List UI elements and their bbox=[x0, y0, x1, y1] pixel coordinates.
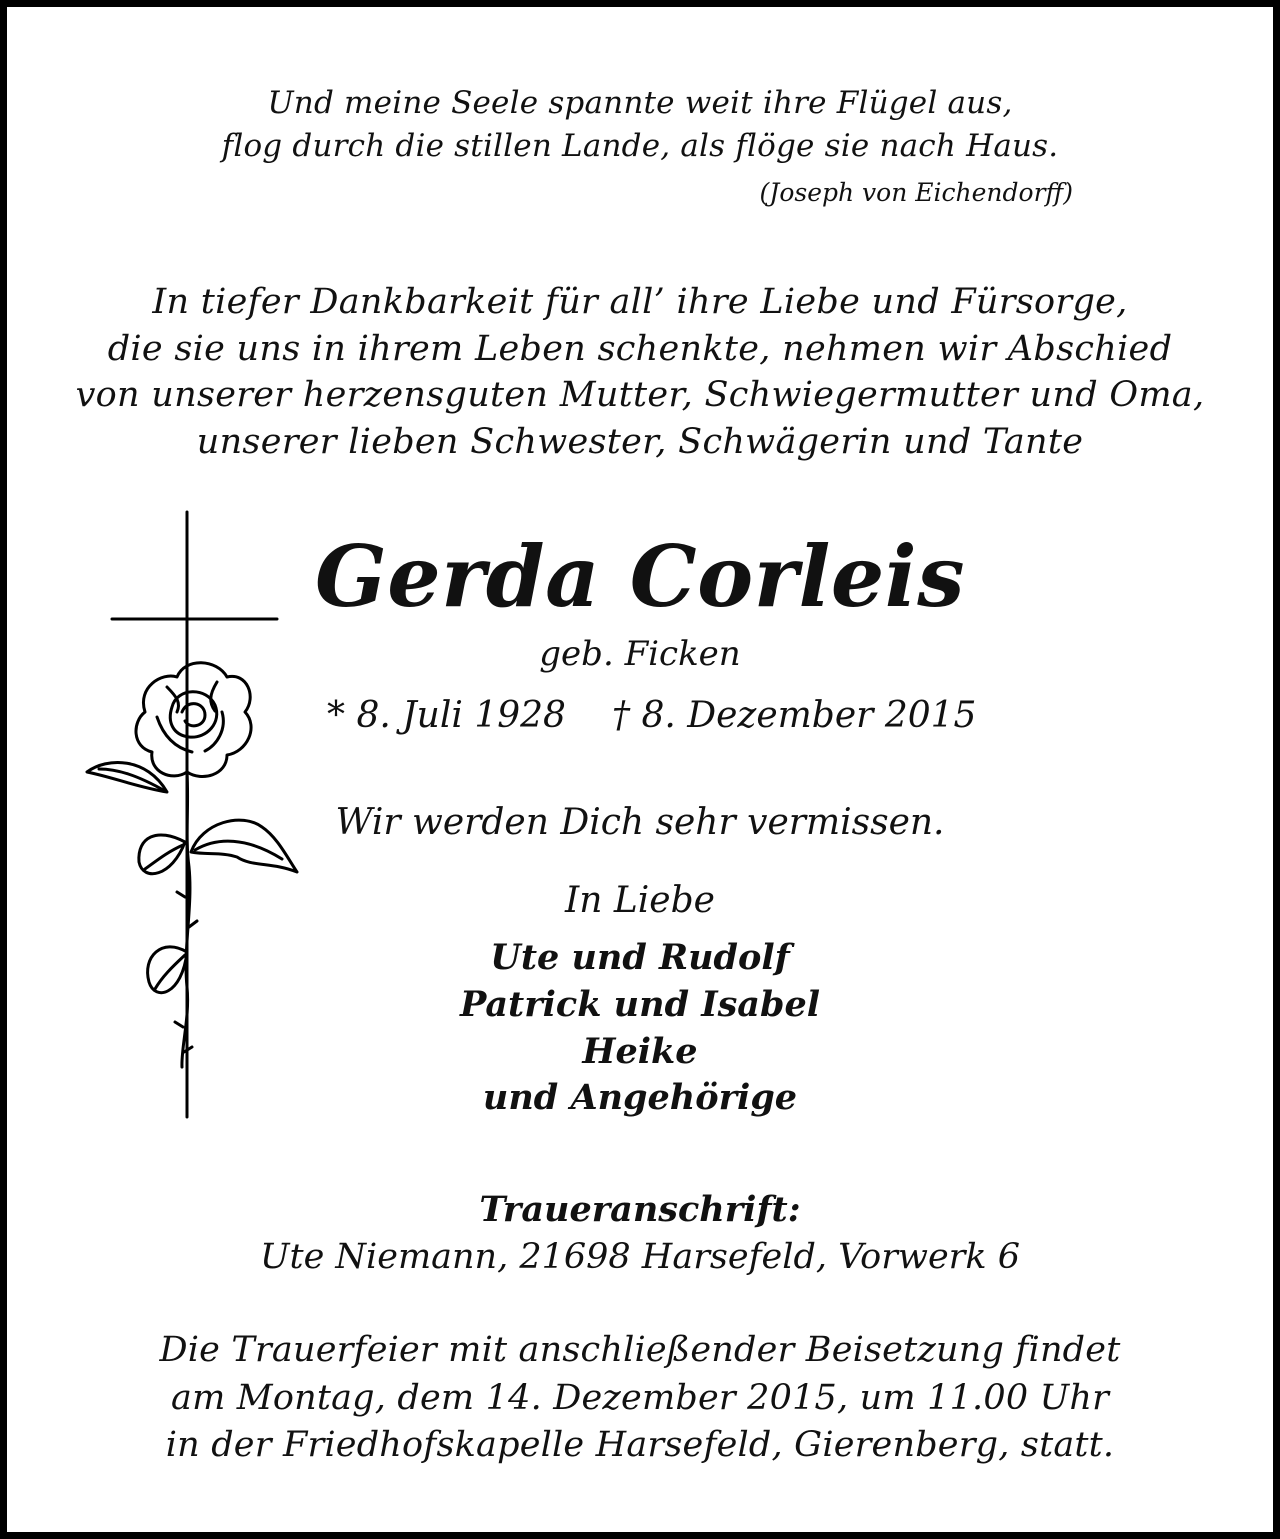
intro-line-1: In tiefer Dankbarkeit für all’ ihre Liebe und Fürsorge, bbox=[152, 282, 1128, 322]
signer-4: und Angehörige bbox=[482, 1077, 798, 1118]
death-date: † 8. Dezember 2015 bbox=[612, 695, 977, 736]
address-value: Ute Niemann, 21698 Harsefeld, Vorwerk 6 bbox=[260, 1237, 1020, 1277]
service-line-2: am Montag, dem 14. Dezember 2015, um 11.00 Uhr bbox=[171, 1378, 1109, 1418]
farewell-message: Wir werden Dich sehr vermissen. bbox=[335, 802, 945, 843]
intro-line-4: unserer lieben Schwester, Schwägerin und Tante bbox=[196, 422, 1084, 462]
poem-author: (Joseph von Eichendorff) bbox=[759, 178, 1073, 207]
birth-name: geb. Ficken bbox=[539, 634, 741, 674]
signer-2: Patrick und Isabel bbox=[459, 984, 821, 1025]
birth-date: * 8. Juli 1928 bbox=[327, 695, 566, 736]
intro-line-2: die sie uns in ihrem Leben schenkte, nehmen wir Abschied bbox=[107, 329, 1173, 369]
signer-1: Ute und Rudolf bbox=[490, 937, 790, 978]
service-line-1: Die Trauerfeier mit anschließender Beisetzung findet bbox=[159, 1330, 1121, 1370]
service-line-3: in der Friedhofskapelle Harsefeld, Gierenberg, statt. bbox=[165, 1425, 1115, 1465]
poem-line-1: Und meine Seele spannte weit ihre Flügel aus, bbox=[267, 85, 1013, 121]
address-label: Traueranschrift: bbox=[479, 1189, 801, 1230]
deceased-name: Gerda Corleis bbox=[314, 527, 966, 626]
closing-phrase: In Liebe bbox=[565, 880, 715, 921]
poem-line-2: flog durch die stillen Lande, als flöge sie nach Haus. bbox=[221, 128, 1059, 164]
signer-3: Heike bbox=[582, 1031, 698, 1072]
intro-line-3: von unserer herzensguten Mutter, Schwiegermutter und Oma, bbox=[75, 375, 1205, 415]
